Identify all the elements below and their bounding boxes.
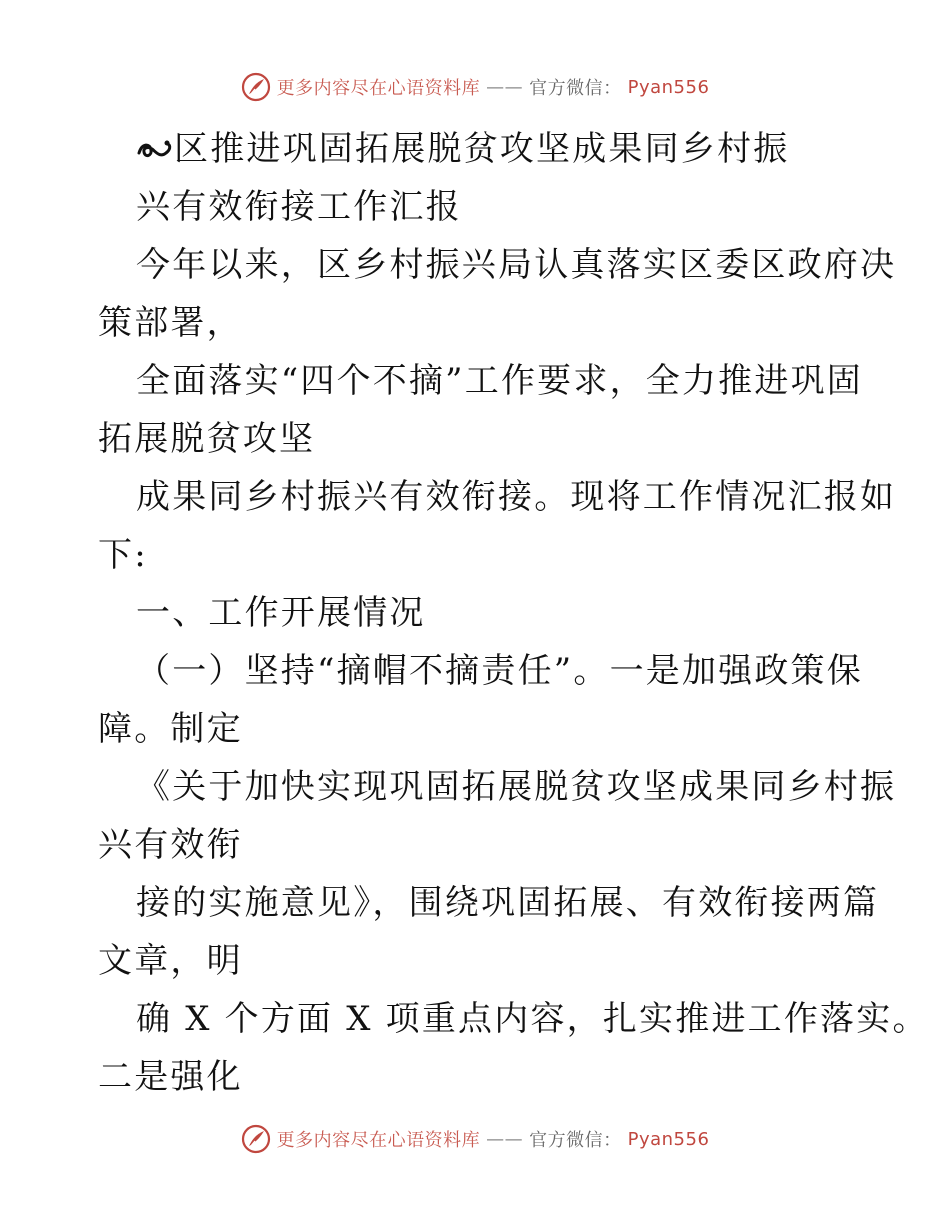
text-line: 成果同乡村振兴有效衔接。现将工作情况汇报如 [136,477,897,517]
text-line: 文章，明 [98,941,243,981]
quill-logo-icon [241,1124,271,1154]
document-title-part-1: 区推进巩固拓展脱贫攻坚成果同乡村振 [174,129,790,169]
document-title-line-1 [98,120,858,178]
watermark-separator: —— [486,76,524,98]
text-line: 全面落实“四个不摘”工作要求，全力推进巩固 [136,361,863,401]
watermark-label: 官方微信： [529,1130,622,1151]
text-line: 二是强化 [98,1057,243,1097]
watermark-label: 官方微信： [529,78,622,99]
text-line: 《关于加快实现巩固拓展脱贫攻坚成果同乡村振 [136,767,897,807]
document-paragraphs [98,236,929,1106]
watermark-id: Pyan556 [627,76,710,98]
text-line: 接的实施意见》，围绕巩固拓展、有效衔接两篇 [136,883,880,923]
footer-watermark [0,1124,950,1154]
text-line: 下: [98,535,148,575]
text-line: 确 X 个方面 X 项重点内容，扎实推进工作落实。 [136,999,929,1039]
watermark-separator: —— [486,1128,524,1150]
text-line: 拓展脱贫攻坚 [98,419,316,459]
watermark-id: Pyan556 [627,1128,710,1150]
document-body [98,120,929,1106]
document-title-line-2: 兴有效衔接工作汇报 [136,187,462,227]
header-watermark [0,72,950,102]
text-line: （一）坚持“摘帽不摘责任”。一是加强政策保 [136,651,863,691]
flourish-icon [136,137,174,163]
text-line: 一、工作开展情况 [136,593,426,633]
text-line: 今年以来，区乡村振兴局认真落实区委区政府决 [136,245,897,285]
text-line: 策部署， [98,303,243,343]
text-line: 兴有效衔 [98,825,243,865]
quill-logo-icon [241,72,271,102]
text-line: 障。制定 [98,709,243,749]
watermark-text: 更多内容尽在心语资料库 [276,1130,481,1151]
watermark-text: 更多内容尽在心语资料库 [276,78,481,99]
